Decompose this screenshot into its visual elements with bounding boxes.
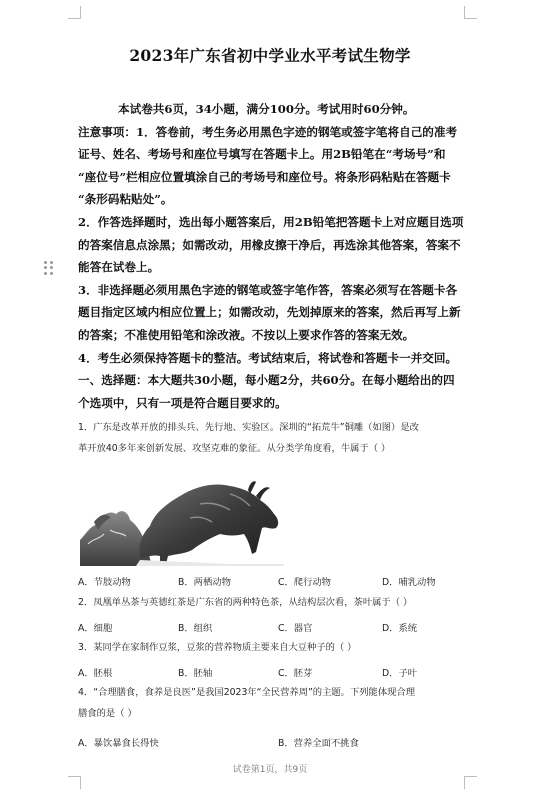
crop-mark-bottom-right [464, 776, 477, 789]
crop-mark-top-right [464, 6, 477, 19]
bull-statue-image [80, 474, 284, 566]
page-title: 2023年广东省初中学业水平考试生物学 [129, 46, 411, 65]
option-c[interactable]: C．器官 [278, 623, 313, 634]
option-d[interactable]: D．系统 [382, 623, 418, 634]
crop-mark-top-left [68, 6, 81, 19]
option-b[interactable]: B．胚轴 [178, 668, 213, 679]
option-c[interactable]: C．胚芽 [278, 668, 313, 679]
instruction-line: 4．考生必须保持答题卡的整洁。考试结束后，将试卷和答题卡一并交回。 [78, 350, 458, 365]
instruction-line: “座位号”栏相应位置填涂自己的考场号和座位号。将条形码粘贴在答题卡 [78, 169, 451, 184]
option-b[interactable]: B．两栖动物 [178, 577, 231, 588]
instruction-line: 能答在试卷上。 [78, 260, 160, 275]
instruction-line: 3．非选择题必须用黑色字迹的钢笔或签字笔作答，答案必须写在答题卡各 [78, 282, 458, 297]
question-text: 2．凤凰单丛茶与英德红茶是广东省的两种特色茶，从结构层次看，茶叶属于（ ） [78, 597, 413, 608]
instruction-line: 个选项中，只有一项是符合题目要求的。 [78, 395, 287, 410]
question-1 [78, 418, 478, 459]
crop-mark-bottom-left [68, 776, 81, 789]
question-text: 膳食的是（ ） [78, 707, 137, 719]
instruction-line: 题目指定区域内相应位置上；如需改动，先划掉原来的答案，然后再写上新 [78, 305, 461, 320]
option-d[interactable]: D．哺乳动物 [382, 577, 436, 588]
option-d[interactable]: D．子叶 [382, 668, 418, 679]
option-c[interactable]: C．爬行动物 [278, 577, 331, 588]
question-text: 革开放40多年来创新发展、攻坚克难的象征。从分类学角度看，牛属于（ ） [78, 442, 391, 454]
question-4 [78, 683, 478, 724]
question-2 [78, 593, 478, 614]
option-a[interactable]: A．胚根 [78, 668, 113, 679]
drag-handle-icon[interactable] [44, 261, 54, 275]
option-a[interactable]: A．细胞 [78, 623, 113, 634]
instruction-line: 2．作答选择题时，选出每小题答案后，用2B铅笔把答题卡上对应题目选项 [78, 214, 464, 229]
instruction-line: 一、选择题：本大题共30小题，每小题2分，共60分。在每小题给出的四 [78, 373, 455, 388]
instructions [78, 98, 466, 414]
instruction-line: 证号、姓名、考场号和座位号填写在答题卡上。用2B铅笔在“考场号”和 [78, 147, 446, 162]
instruction-line: 本试卷共6页，34小题，满分100分。考试用时60分钟。 [118, 102, 415, 116]
page-footer: 试卷第1页，共9页 [232, 765, 308, 775]
instruction-line: 的答案信息点涂黑；如需改动，用橡皮擦干净后，再选涂其他答案，答案不 [78, 237, 461, 252]
question-text: 1．广东是改革开放的排头兵、先行地、实验区。深圳的“拓荒牛”铜雕（如图）是改 [78, 422, 419, 433]
option-b[interactable]: B．营养全面不挑食 [278, 738, 359, 749]
instruction-line: “条形码粘贴处”。 [78, 192, 173, 207]
option-b[interactable]: B．组织 [178, 623, 213, 634]
question-3 [78, 638, 478, 659]
option-a[interactable]: A．节肢动物 [78, 577, 131, 588]
instruction-line: 的答案；不准使用铅笔和涂改液。不按以上要求作答的答案无效。 [78, 327, 415, 342]
instruction-line: 注意事项：1．答卷前，考生务必用黑色字迹的钢笔或签字笔将自己的准考 [78, 124, 458, 139]
question-text: 4．“合理膳食，食养是良医”是我国2023年“全民营养周”的主题。下列能体现合理 [78, 687, 416, 698]
question-text: 3．某同学在家制作豆浆，豆浆的营养物质主要来自大豆种子的（ ） [78, 642, 357, 653]
option-a[interactable]: A．暴饮暴食长得快 [78, 738, 159, 749]
